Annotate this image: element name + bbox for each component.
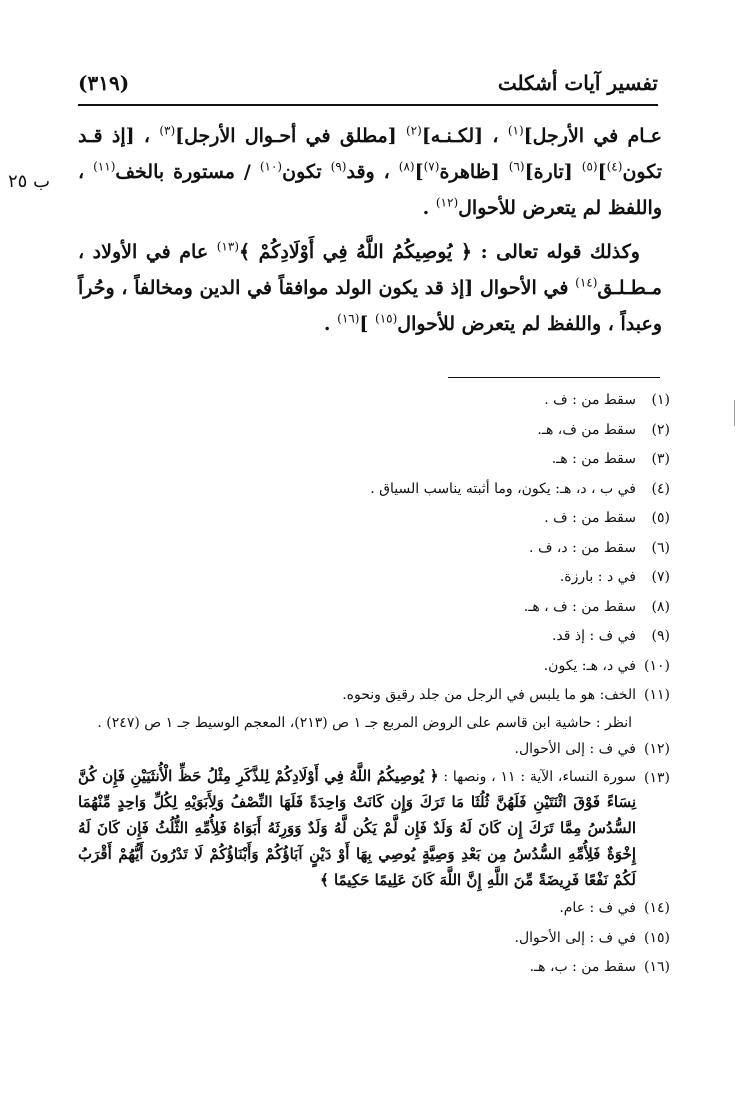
footnote-item: [78, 735, 670, 765]
text-run: ]: [414, 161, 424, 183]
quran-verse-full: ﴿ يُوصِيكُمُ اللَّهُ فِي أَوْلَادِكُمْ لِلذَّكَرِ مِثْلُ حَظِّ الْأُنثَيَيْنِ فَإِن كُنَّ نِسَاءً فَوْقَ اثْنَتَيْنِ فَلَهُنَّ ثُلُثَا مَا تَرَكَ وَإِن كَانَتْ وَاحِدَةً فَلَهَا النِّصْفُ وَلِأَبَوَيْهِ لِكُلِّ وَاحِدٍ مِّنْهُمَا السُّدُسُ مِمَّا تَرَكَ إِن كَانَ لَهُ وَلَدٌ فَإِن لَّمْ يَكُن لَّهُ وَلَدٌ وَوَرِثَهُ أَبَوَاهُ فَلِأُمِّهِ الثُّلُثُ فَإِن كَانَ لَهُ إِخْوَةٌ فَلِأُمِّهِ السُّدُسُ مِن بَعْدِ وَصِيَّةٍ يُوصِي بِهَا أَوْ دَيْنٍ آبَاؤُكُمْ وَأَبْنَاؤُكُمْ لَا تَدْرُونَ أَيُّهُمْ أَقْرَبُ لَكُمْ نَفْعًا فَرِيضَةً مِّنَ اللَّهِ إِنَّ اللَّهَ كَانَ عَلِيمًا حَكِيمًا ﴾: [78, 767, 636, 889]
footnote-ref: (١٠): [259, 159, 283, 174]
footnote-item: [78, 953, 670, 983]
footnote-ref: (١١): [93, 159, 116, 174]
footnote-item: [78, 894, 670, 924]
footnote-item: [78, 764, 670, 894]
footnote-text: سقط من ف، هـ.: [537, 421, 636, 438]
footnote-text: سقط من : ف .: [544, 510, 636, 526]
footnote-item: [78, 534, 670, 564]
footnote-number: (١١): [644, 687, 670, 703]
footnote-number: (٦): [651, 539, 670, 556]
footnote-number: (١): [651, 392, 670, 408]
text-run: [تارة]: [524, 161, 582, 183]
footnote-item: [78, 475, 670, 505]
footnote-item: [78, 445, 670, 475]
text-run: في الأحوال [إذ قد يكون الولد موافقاً في الدين ومخالفاً ، وحُراً وعبداً ، واللفظ لم يتعرض للأحوال: [78, 277, 662, 335]
footnote-ref: (٩): [330, 159, 347, 174]
text-run: / مستورة بالخف: [115, 161, 260, 183]
footnote-number: (١٠): [644, 657, 670, 674]
footnote-number: (٧): [651, 569, 670, 585]
page-number: (٣١٩): [78, 71, 130, 95]
text-run: ]: [359, 313, 375, 335]
footnote-number: (٩): [651, 628, 670, 644]
footnote-ref: (١٤): [575, 275, 598, 290]
text-run: .: [323, 313, 338, 335]
footnote-separator: [448, 377, 660, 378]
footnote-text: في ف : إذ قد.: [551, 628, 636, 644]
footnote-item: [78, 386, 670, 416]
footnote-ref: (٦): [508, 159, 525, 174]
text-run: [ظاهرة: [439, 161, 509, 183]
footnote-item: [78, 622, 670, 652]
paragraph-2: [78, 234, 662, 342]
text-run: وكذلك قوله تعالى :: [472, 241, 640, 263]
footnote-text: في ف : عام.: [559, 900, 636, 916]
running-title: تفسير آيات أشكلت: [497, 71, 658, 95]
footnote-ref: (٢): [405, 123, 422, 138]
footnote-item: [78, 504, 670, 534]
text-run: تكون: [282, 161, 331, 183]
footnote-number: (١٦): [644, 959, 670, 975]
footnote-source: انظر : حاشية ابن قاسم على الروض المربع جـ ١ ص (٢١٣)، المعجم الوسيط جـ ١ ص (٢٤٧) .: [97, 714, 632, 731]
page-header: [78, 66, 658, 100]
footnote-text: في ب ، د، هـ: يكون، وما أثبته يناسب السياق .: [370, 480, 636, 497]
main-text: [78, 118, 662, 350]
footnote-number-spacer: [636, 711, 670, 735]
footnote-continuation: [78, 711, 670, 735]
footnote-text: [78, 764, 636, 894]
footnote-text: في د : بارزة.: [559, 569, 636, 585]
footnote-intro: سورة النساء، الآية : ١١ ، ونصها :: [438, 769, 637, 785]
text-run: [مطلق في أحـوال الأرجل]: [175, 125, 406, 147]
footnote-text: في د، هـ: يكون.: [543, 657, 636, 674]
footnote-item: [78, 924, 670, 954]
text-run: ، [إذ قـد تكون: [78, 125, 662, 183]
text-run: ، وقد: [346, 161, 399, 183]
footnote-ref: (١٦): [337, 311, 360, 326]
footnote-text: سقط من : هـ.: [551, 451, 636, 467]
footnote-number: (١٥): [644, 929, 670, 946]
footnote-ref: (١٢): [435, 195, 459, 210]
footnote-item: [78, 563, 670, 593]
text-run: عام في الأولاد ، مـطـلـق: [78, 241, 662, 299]
margin-folio-note: ب ٢٥: [8, 171, 51, 192]
footnote-ref: (١): [507, 123, 524, 138]
footnote-number: (٢): [651, 421, 670, 438]
footnote-text: سقط من : د، ف .: [529, 539, 636, 556]
footnote-number: (٤): [651, 480, 670, 497]
footnote-item: [78, 593, 670, 623]
footnote-ref: (٥): [581, 159, 598, 174]
text-run: .: [422, 197, 436, 219]
footnote-number: (١٣): [644, 770, 670, 786]
footnote-ref: (٨): [398, 159, 415, 174]
footnote-ref: (٧): [423, 159, 440, 174]
footnote-text: في ف : إلى الأحوال.: [514, 740, 636, 757]
text-run: ]: [597, 161, 607, 183]
footnote-item: [78, 652, 670, 682]
footnote-number: (١٤): [644, 900, 670, 916]
footnote-text: الخف: هو ما يلبس في الرجل من جلد رقيق ونحوه.: [342, 687, 636, 703]
footnote-item: [78, 681, 670, 711]
footnote-ref: (٣): [159, 123, 176, 138]
footnote-number: (٥): [651, 510, 670, 526]
header-rule: [78, 104, 658, 106]
footnote-text: سقط من : ف ، هـ.: [523, 598, 636, 615]
footnote-item: [78, 416, 670, 446]
text-run: عـام في الأرجل]: [523, 125, 663, 147]
footnote-ref: (٤): [606, 159, 623, 174]
footnote-ref: (١٥): [375, 311, 398, 326]
text-run: ، واللفظ لم يتعرض للأحوال: [78, 161, 662, 219]
quran-verse: ﴿ يُوصِيكُمُ اللَّهُ فِي أَوْلَادِكُمْ ﴾: [239, 241, 473, 263]
footnote-text: في ف : إلى الأحوال.: [514, 929, 636, 946]
footnote-number: (٣): [651, 451, 670, 467]
paragraph-1: [78, 118, 662, 226]
footnote-text: سقط من : ب، هـ.: [529, 959, 636, 975]
footnote-number: (٨): [651, 598, 670, 615]
footnote-text: سقط من : ف .: [544, 392, 636, 408]
page-edge-mark: [734, 400, 735, 426]
footnote-number: (١٢): [644, 740, 670, 757]
footnote-ref: (١٣): [216, 239, 239, 254]
text-run: ، [لكـنـه]: [421, 125, 508, 147]
footnotes: [78, 386, 670, 983]
